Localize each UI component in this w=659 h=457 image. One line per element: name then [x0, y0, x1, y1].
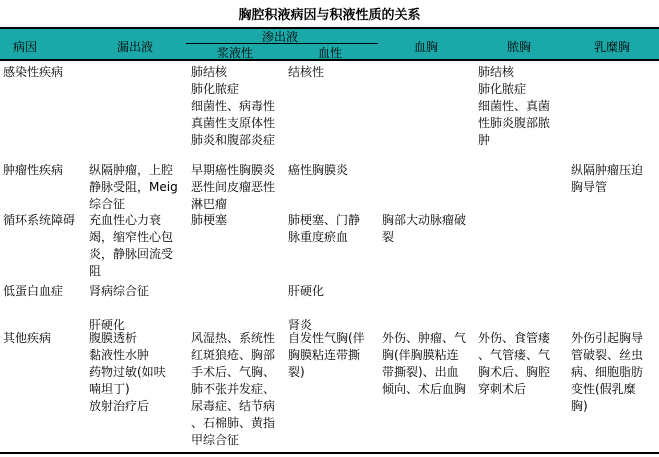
cell-transudate	[89, 212, 173, 280]
cell-line: 胸部大动脉瘤破	[382, 213, 467, 227]
cell-line: 自发性气胸(伴	[288, 331, 365, 345]
header-cause: 病因	[13, 40, 38, 54]
cell-line: 真菌性支原体性	[191, 116, 276, 130]
cell-line: 、气管瘘、气	[478, 348, 551, 362]
cell-line: 竭，缩窄性心包	[89, 230, 174, 244]
cell-line: 肺化脓症	[478, 82, 527, 96]
header-bloody: 血性	[318, 46, 343, 60]
cell-hemothorax	[382, 212, 466, 246]
cell-serous	[191, 64, 275, 149]
cell-line: 肝硬化	[288, 284, 325, 298]
cell-line: 红斑狼疮、胸部	[191, 348, 276, 362]
header-empyema: 脓胸	[507, 40, 532, 54]
cell-line: 循环系统障碍	[3, 213, 76, 227]
cell-line: 带撕裂)、出血	[382, 365, 459, 379]
cell-line: 手术后、气胸、	[191, 365, 276, 379]
cell-line: 倾向、术后血胸	[382, 382, 467, 396]
cell-line: 肾病综合征	[89, 284, 150, 298]
cell-line: 恶性间皮瘤恶性	[191, 180, 276, 194]
cell-line: 静脉受阻，Meig	[89, 180, 178, 194]
table-bottom-rule	[0, 452, 659, 454]
cell-line: 阻	[89, 264, 102, 278]
cell-line: 纵隔肿瘤，上腔	[89, 163, 174, 177]
cell-bloody	[288, 330, 365, 381]
cell-line: 感染性疾病	[3, 65, 64, 79]
cell-line: 性肺炎腹部脓	[478, 116, 551, 130]
cell-line: 癌性胸膜炎	[288, 163, 349, 177]
cell-line: 腹膜透析	[89, 331, 138, 345]
cell-line: 甲综合征	[191, 433, 240, 447]
cell-line: 尿毒症、结节病	[191, 399, 276, 413]
cell-line: 肺结核	[191, 65, 228, 79]
cell-line: 肺化脓症	[191, 82, 240, 96]
cell-line: 纵隔肿瘤压迫	[571, 163, 644, 177]
cell-bloody	[288, 64, 324, 81]
cell-line: 肺炎和腹部炎症	[191, 133, 276, 147]
cell-transudate	[89, 330, 166, 415]
cell-cause	[3, 162, 63, 179]
cell-transudate	[89, 283, 149, 334]
cell-line: 黏液性水肿	[89, 348, 150, 362]
cell-line: 外伤、食管瘘	[478, 331, 551, 345]
cell-line: 管破裂、丝虫	[571, 348, 644, 362]
header-serous: 浆液性	[217, 46, 254, 60]
cell-cause	[3, 64, 63, 81]
cell-transudate	[89, 162, 178, 213]
cell-line: 脉重度瘀血	[288, 230, 349, 244]
cell-line: 外伤引起胸导	[571, 331, 644, 345]
cell-line: 肺梗塞	[191, 213, 228, 227]
table-header	[0, 27, 659, 61]
cell-serous	[191, 330, 275, 449]
cell-line: 充血性心力衰	[89, 213, 162, 227]
cell-line: 胸膜粘连带撕	[288, 348, 361, 362]
cell-line: 裂)	[288, 365, 305, 379]
cell-line: 放射治疗后	[89, 399, 150, 413]
header-exudate: 渗出液	[262, 30, 299, 44]
cell-empyema	[478, 330, 550, 398]
cell-serous	[191, 212, 227, 229]
header-transudate: 漏出液	[117, 40, 154, 54]
cell-line: 综合征	[89, 197, 126, 211]
cell-line: 肺梗塞、门静	[288, 213, 361, 227]
cell-line: 胸导管	[571, 180, 608, 194]
cell-line: 肾炎	[288, 318, 313, 332]
cell-line: 肝硬化	[89, 318, 126, 332]
cell-line: 、石棉肺、黄指	[191, 416, 276, 430]
cell-line: 裂	[382, 230, 395, 244]
cell-cause	[3, 212, 75, 229]
cell-line: 炎，静脉回流受	[89, 247, 174, 261]
cell-line: 肺结核	[478, 65, 515, 79]
table-title: 胸腔积液病因与积液性质的关系	[238, 8, 421, 23]
cell-hemothorax	[382, 330, 466, 398]
cell-line	[89, 300, 149, 317]
cell-line: 风湿热、系统性	[191, 331, 276, 345]
cell-empyema	[478, 64, 550, 149]
cell-line: 肺不张并发症、	[191, 382, 276, 396]
cell-line: 肿	[478, 133, 491, 147]
cell-bloody	[288, 283, 324, 334]
cell-line: 肿瘤性疾病	[3, 163, 64, 177]
cell-line: 淋巴瘤	[191, 197, 228, 211]
header-chylothorax: 乳糜胸	[594, 40, 631, 54]
cell-line: 病、细胞脂肪	[571, 365, 644, 379]
cell-line: 穿刺术后	[478, 382, 527, 396]
cell-bloody	[288, 212, 360, 246]
cell-line: 胸)	[571, 399, 588, 413]
cell-line	[288, 300, 324, 317]
header-hemothorax: 血胸	[414, 40, 439, 54]
cell-line: 细菌性、真菌	[478, 99, 551, 113]
cell-line: 变性(假乳糜	[571, 382, 636, 396]
cell-cause	[3, 283, 63, 300]
cell-line: 细菌性、病毒性	[191, 99, 276, 113]
cell-line: 喃坦丁)	[89, 382, 130, 396]
cell-line: 早期癌性胸膜炎	[191, 163, 276, 177]
cell-line: 胸术后、胸腔	[478, 365, 551, 379]
cell-serous	[191, 162, 275, 213]
cell-cause	[3, 330, 51, 347]
cell-line: 胸(伴胸膜粘连	[382, 348, 459, 362]
cell-chylothorax	[571, 162, 643, 196]
cell-line: 结核性	[288, 65, 325, 79]
cell-line: 药物过敏(如呋	[89, 365, 166, 379]
cell-line: 其他疾病	[3, 331, 52, 345]
header-exudate-divider	[186, 43, 378, 44]
cell-line: 外伤、肿瘤、气	[382, 331, 467, 345]
cell-bloody	[288, 162, 348, 179]
cell-line: 低蛋白血症	[3, 284, 64, 298]
cell-chylothorax	[571, 330, 643, 415]
